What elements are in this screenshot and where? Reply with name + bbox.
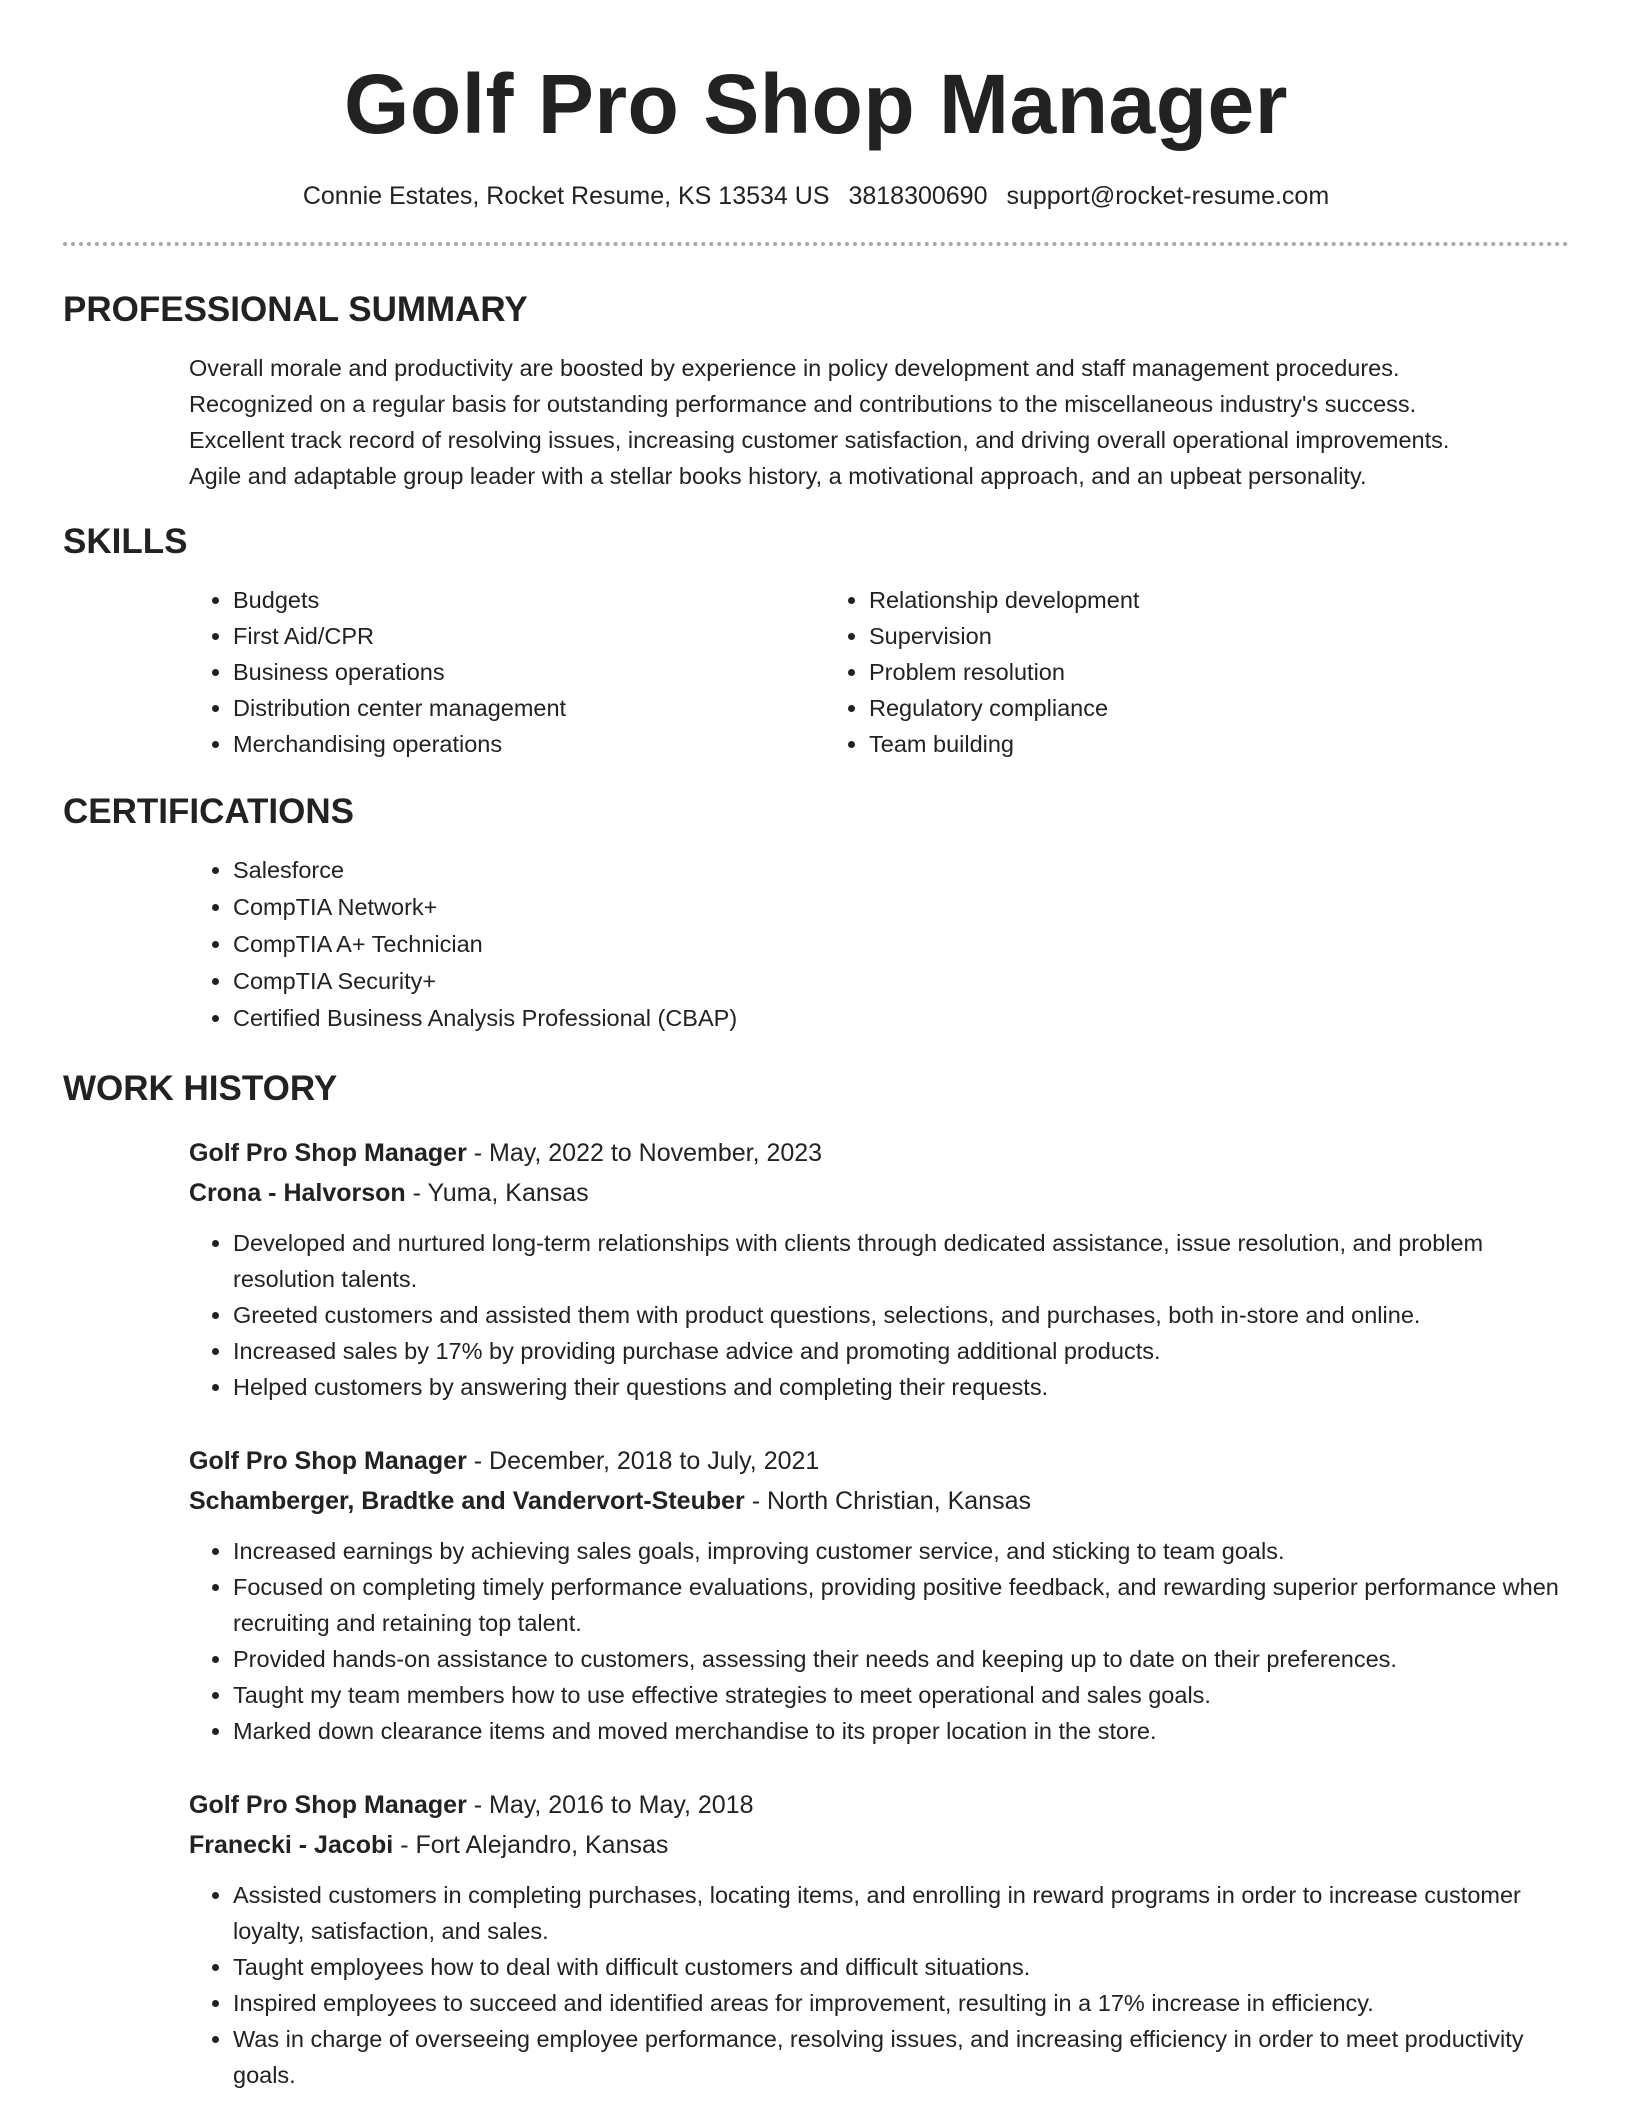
job-bullet: • Assisted customers in completing purchases, locating items, and enrolling in reward programs in order to increase customer loyalty, satisfaction, and sales. (233, 1877, 1569, 1949)
certification-item: • CompTIA Network+ (233, 889, 1569, 926)
contact-address: Connie Estates, Rocket Resume, KS 13534 US (302, 182, 830, 210)
summary-section (63, 290, 1569, 494)
skill-item: • Merchandising operations (233, 726, 825, 762)
contact-phone: 3818300690 (848, 182, 988, 210)
job-bullet: • Was in charge of overseeing employee performance, resolving issues, and increasing efficiency in order to meet productivity goals. (233, 2021, 1569, 2093)
job-company-line (189, 1481, 1569, 1521)
skill-item: • First Aid/CPR (233, 618, 825, 654)
work-history-section (63, 1069, 1569, 2093)
job-entry (189, 1441, 1569, 1749)
job-title-line (189, 1785, 1569, 1825)
skills-list-left (189, 582, 825, 762)
contact-email: support@rocket-resume.com (1006, 182, 1330, 210)
skills-section (63, 522, 1569, 762)
skill-item: • Team building (869, 726, 1139, 762)
certifications-section (63, 792, 1569, 1037)
skill-item: • Relationship development (869, 582, 1139, 618)
skill-item: • Problem resolution (869, 654, 1139, 690)
summary-line: Overall morale and productivity are boosted by experience in policy development and staff management procedures. (189, 355, 1400, 381)
job-role: Golf Pro Shop Manager (189, 1139, 467, 1167)
job-dates: - May, 2016 to May, 2018 (466, 1791, 754, 1819)
certification-item: • Certified Business Analysis Professional (CBAP) (233, 1000, 1569, 1037)
job-title-line (189, 1133, 1569, 1173)
skills-columns (189, 582, 1569, 762)
job-company-line (189, 1825, 1569, 1865)
job-entry (189, 1133, 1569, 1405)
job-company-line (189, 1173, 1569, 1213)
certifications-list (189, 852, 1569, 1037)
certification-item: • CompTIA Security+ (233, 963, 1569, 1000)
skills-heading: SKILLS (63, 522, 188, 561)
resume-title: Golf Pro Shop Manager (344, 57, 1288, 151)
job-location: - Fort Alejandro, Kansas (393, 1831, 669, 1859)
job-bullet: • Developed and nurtured long-term relationships with clients through dedicated assistance, issue resolution, and problem resolution talents. (233, 1225, 1569, 1297)
work-history-heading: WORK HISTORY (63, 1069, 338, 1108)
job-bullet: • Taught my team members how to use effective strategies to meet operational and sales goals. (233, 1677, 1569, 1713)
job-bullet: • Marked down clearance items and moved merchandise to its proper location in the store. (233, 1713, 1569, 1749)
summary-line: Recognized on a regular basis for outstanding performance and contributions to the miscellaneous industry's success. (189, 391, 1417, 417)
job-bullets (189, 1533, 1569, 1749)
job-title-line (189, 1441, 1569, 1481)
job-bullet: • Provided hands-on assistance to customers, assessing their needs and keeping up to date on their preferences. (233, 1641, 1569, 1677)
job-role: Golf Pro Shop Manager (189, 1791, 467, 1819)
job-bullets (189, 1225, 1569, 1405)
skills-list-right (825, 582, 1139, 762)
skill-item: • Budgets (233, 582, 825, 618)
job-company: Franecki - Jacobi (189, 1831, 394, 1859)
job-bullet: • Greeted customers and assisted them with product questions, selections, and purchases, both in-store and online. (233, 1297, 1569, 1333)
summary-line: Agile and adaptable group leader with a stellar books history, a motivational approach, and an upbeat personality. (189, 463, 1367, 489)
job-bullet: • Increased sales by 17% by providing purchase advice and promoting additional products. (233, 1333, 1569, 1369)
summary-heading: PROFESSIONAL SUMMARY (63, 290, 528, 329)
header-divider (63, 242, 1569, 246)
job-dates: - December, 2018 to July, 2021 (466, 1447, 820, 1475)
certification-item: • CompTIA A+ Technician (233, 926, 1569, 963)
job-bullet: • Increased earnings by achieving sales goals, improving customer service, and sticking to team goals. (233, 1533, 1569, 1569)
skill-item: • Regulatory compliance (869, 690, 1139, 726)
job-bullets (189, 1877, 1569, 2093)
job-bullet: • Inspired employees to succeed and identified areas for improvement, resulting in a 17% increase in efficiency. (233, 1985, 1569, 2021)
job-company: Crona - Halvorson (189, 1179, 406, 1207)
skill-item: • Supervision (869, 618, 1139, 654)
contact-line (63, 180, 1569, 212)
summary-text (189, 350, 1569, 494)
job-entry (189, 1785, 1569, 2093)
job-dates: - May, 2022 to November, 2023 (466, 1139, 823, 1167)
job-role: Golf Pro Shop Manager (189, 1447, 467, 1475)
skill-item: • Distribution center management (233, 690, 825, 726)
job-location: - North Christian, Kansas (744, 1487, 1031, 1515)
summary-line: Excellent track record of resolving issues, increasing customer satisfaction, and driving overall operational improvements. (189, 427, 1450, 453)
job-bullet: • Taught employees how to deal with difficult customers and difficult situations. (233, 1949, 1569, 1985)
job-bullet: • Focused on completing timely performance evaluations, providing positive feedback, and rewarding superior performance when recruiting and retaining top talent. (233, 1569, 1569, 1641)
job-company: Schamberger, Bradtke and Vandervort-Steuber (189, 1487, 745, 1515)
certifications-heading: CERTIFICATIONS (63, 792, 355, 831)
skill-item: • Business operations (233, 654, 825, 690)
job-bullet: • Helped customers by answering their questions and completing their requests. (233, 1369, 1569, 1405)
job-location: - Yuma, Kansas (405, 1179, 589, 1207)
certification-item: • Salesforce (233, 852, 1569, 889)
